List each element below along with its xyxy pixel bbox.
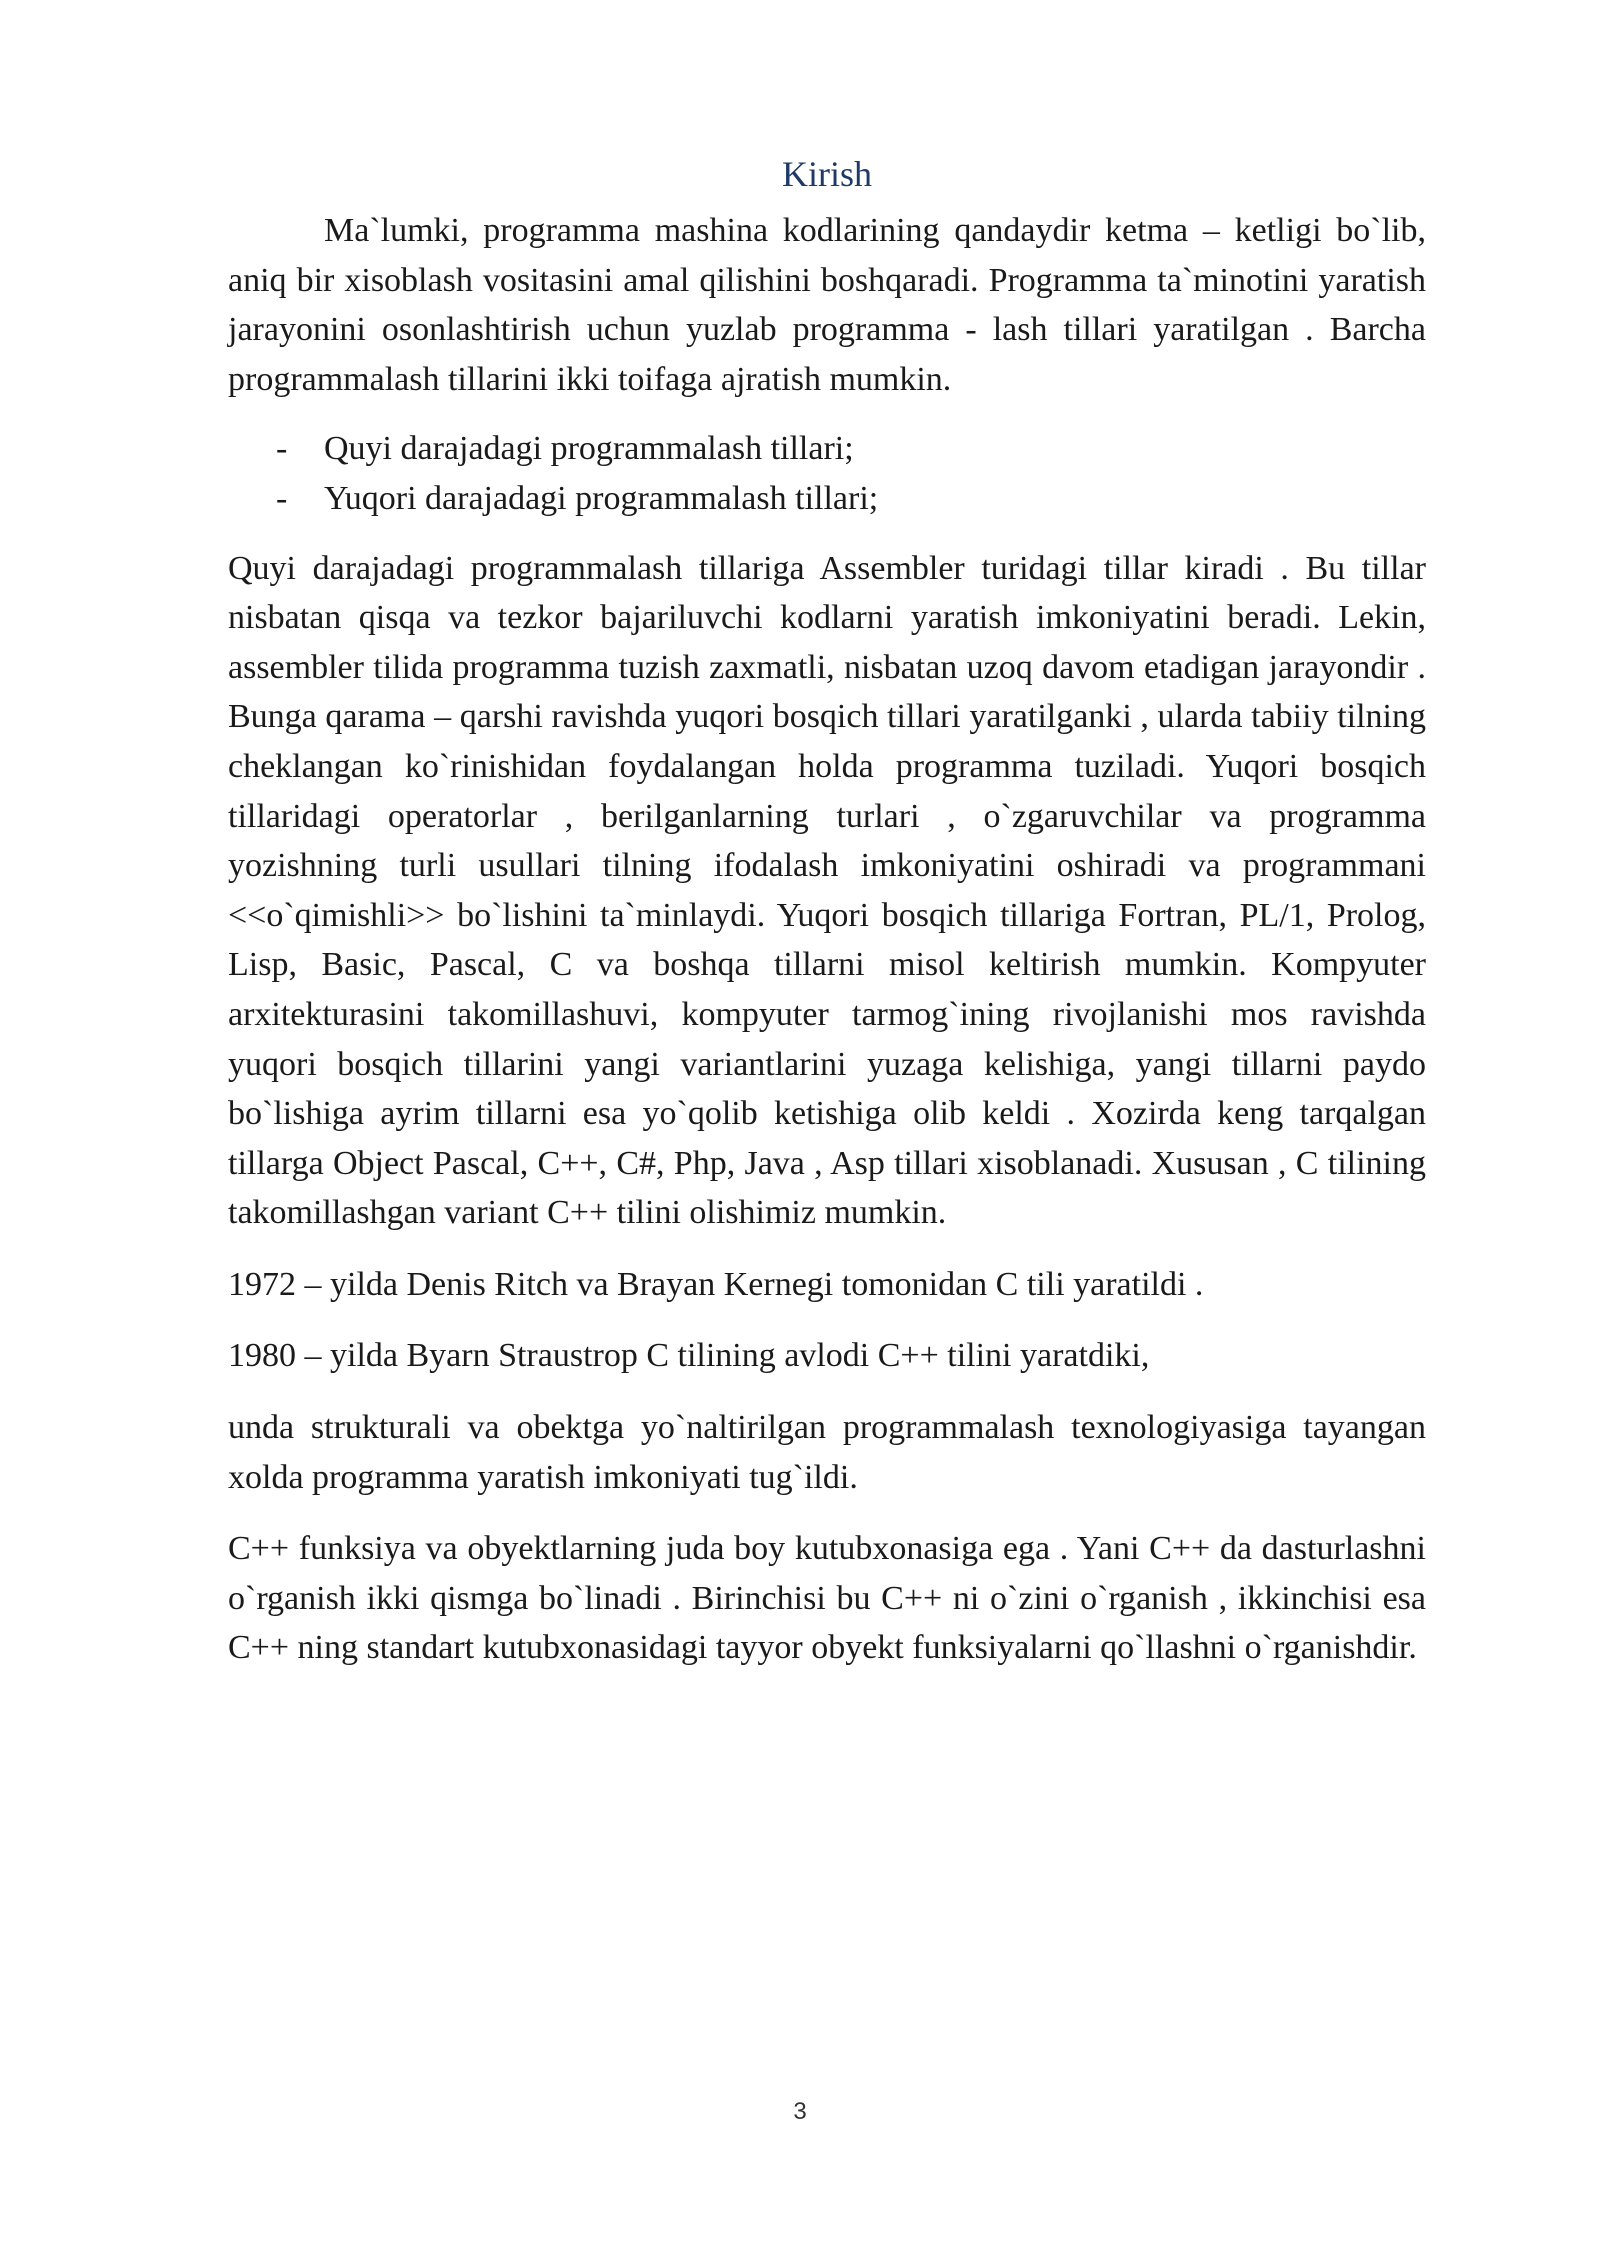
page-number: 3 bbox=[793, 2098, 807, 2125]
body-paragraph: unda strukturali va obektga yo`naltirilgan programmalash texnologiyasiga tayangan xolda programma yaratish imkoniyati tug`ildi. bbox=[228, 1409, 1426, 1496]
list-item-text: Yuqori darajadagi programmalash tillari; bbox=[324, 479, 879, 517]
body-paragraph: 1980 – yilda Byarn Straustrop C tilining avlodi C++ tilini yaratdiki, bbox=[228, 1337, 1150, 1375]
body-paragraph: 1972 – yilda Denis Ritch va Brayan Kernegi tomonidan C tili yaratildi . bbox=[228, 1265, 1204, 1303]
list-item-text: Quyi darajadagi programmalash tillari; bbox=[324, 430, 854, 468]
list-item bbox=[228, 474, 1426, 524]
list-bullet: - bbox=[276, 430, 288, 468]
list-bullet: - bbox=[276, 479, 288, 517]
language-types-list bbox=[228, 424, 1426, 523]
page-content bbox=[228, 150, 1426, 1673]
intro-paragraph: Ma`lumki, programma mashina kodlarining qandaydir ketma – ketligi bo`lib, aniq bir xisoblash vositasini amal qilishini boshqaradi. Programma ta`minotini yaratish jarayonini osonlashtirish uchun yuzlab programma - lash tillari yaratilgan . Barcha programmalash tillarini ikki toifaga ajratish mumkin. bbox=[228, 212, 1426, 398]
page-title: Kirish bbox=[782, 154, 872, 194]
list-item bbox=[228, 424, 1426, 474]
body-paragraph: Quyi darajadagi programmalash tillariga Assembler turidagi tillar kiradi . Bu tillar nisbatan qisqa va tezkor bajariluvchi kodlarni yaratish imkoniyatini beradi. Lekin, assembler tilida programma tuzish zaxmatli, nisbatan uzoq davom etadigan jarayondir . Bunga qarama – qarshi ravishda yuqori bosqich tillari yaratilganki , ularda tabiiy tilning cheklangan ko`rinishidan foydalangan holda programma tuziladi. Yuqori bosqich tillaridagi operatorlar , berilganlarning turlari , o`zgaruvchilar va programma yozishning turli usullari tilning ifodalash imkoniyatini oshiradi va programmani <<o`qimishli>> bo`lishini ta`minlaydi. Yuqori bosqich tillariga Fortran, PL/1, Prolog, Lisp, Basic, Pascal, C va boshqa tillarni misol keltirish mumkin. Kompyuter arxitekturasini takomillashuvi, kompyuter tarmog`ining rivojlanishi mos ravishda yuqori bosqich tillarini yangi variantlarini yuzaga kelishiga, yangi tillarni paydo bo`lishiga ayrim tillarni esa yo`qolib ketishiga olib keldi . Xozirda keng tarqalgan tillarga Object Pascal, C++, C#, Php, Java , Asp tillari xisoblanadi. Xususan , C tilining takomillashgan variant C++ tilini olishimiz mumkin. bbox=[228, 549, 1426, 1232]
body-paragraph: C++ funksiya va obyektlarning juda boy kutubxonasiga ega . Yani C++ da dasturlashni o`rganish ikki qismga bo`linadi . Birinchisi bu C++ ni o`zini o`rganish , ikkinchisi esa C++ ning standart kutubxonasidagi tayyor obyekt funksiyalarni qo`llashni o`rganishdir. bbox=[228, 1530, 1426, 1667]
